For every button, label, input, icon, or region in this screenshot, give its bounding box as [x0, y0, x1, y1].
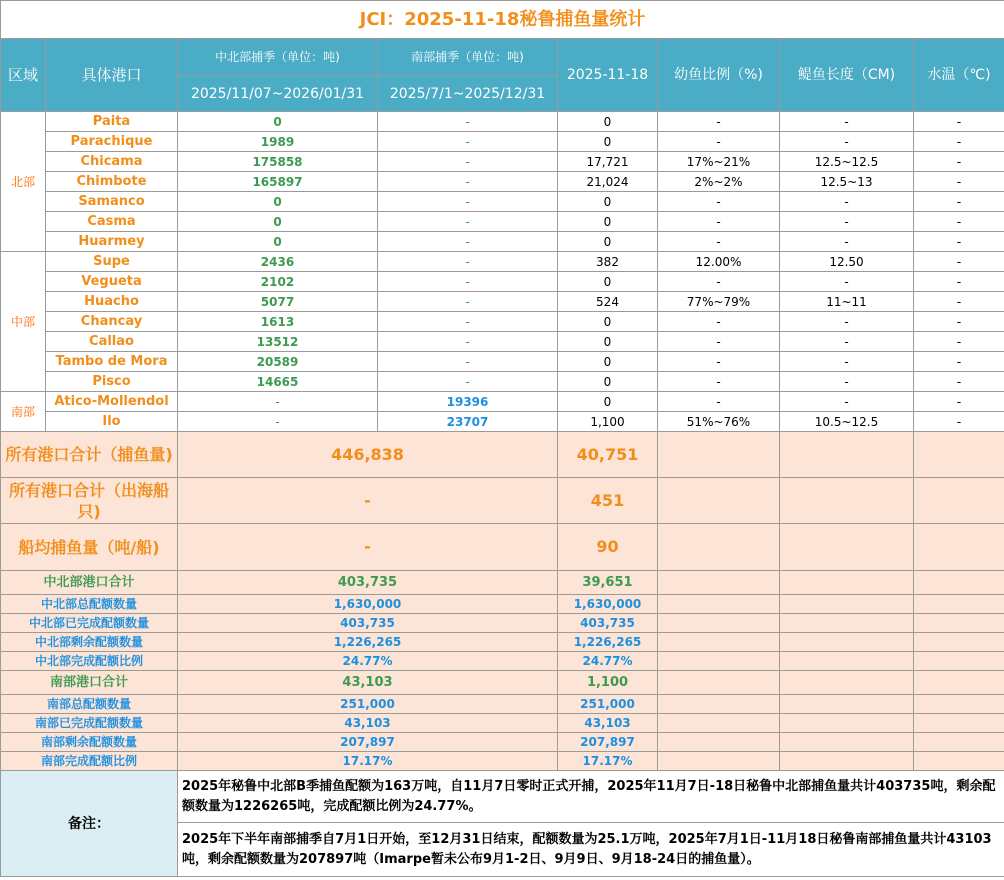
summary-day-value: 1,100 [558, 671, 658, 695]
juvenile-ratio: 12.00% [658, 252, 780, 272]
south-season-catch: - [378, 372, 558, 392]
anchovy-length: - [780, 232, 914, 252]
water-temp: - [914, 212, 1004, 232]
empty-cell [914, 614, 1004, 633]
juvenile-ratio: - [658, 212, 780, 232]
total-day-value: 40,751 [558, 432, 658, 478]
juvenile-ratio: 51%~76% [658, 412, 780, 432]
port-name: Vegueta [46, 272, 178, 292]
water-temp: - [914, 172, 1004, 192]
daily-catch: 0 [558, 212, 658, 232]
quota-season-value: 1,226,265 [178, 633, 558, 652]
empty-cell [658, 752, 780, 771]
table-row [1, 172, 1004, 192]
south-season-catch: - [378, 172, 558, 192]
quota-row [1, 695, 1004, 714]
anchovy-length: - [780, 112, 914, 132]
water-temp: - [914, 292, 1004, 312]
port-name: Ilo [46, 412, 178, 432]
quota-season-value: 1,630,000 [178, 595, 558, 614]
empty-cell [780, 524, 914, 571]
port-name: Huarmey [46, 232, 178, 252]
table-row [1, 352, 1004, 372]
total-row [1, 432, 1004, 478]
quota-season-value: 24.77% [178, 652, 558, 671]
anchovy-length: - [780, 192, 914, 212]
quota-row [1, 733, 1004, 752]
north-season-catch: 0 [178, 192, 378, 212]
empty-cell [914, 695, 1004, 714]
anchovy-length: 12.5~12.5 [780, 152, 914, 172]
port-name: Supe [46, 252, 178, 272]
water-temp: - [914, 352, 1004, 372]
header-port: 具体港口 [46, 39, 178, 112]
south-season-catch: - [378, 232, 558, 252]
daily-catch: 0 [558, 132, 658, 152]
water-temp: - [914, 392, 1004, 412]
north-season-catch: - [178, 392, 378, 412]
south-season-catch: - [378, 132, 558, 152]
port-name: Huacho [46, 292, 178, 312]
north-season-catch: 0 [178, 112, 378, 132]
quota-label: 中北部剩余配额数量 [1, 633, 178, 652]
empty-cell [780, 478, 914, 524]
water-temp: - [914, 132, 1004, 152]
empty-cell [914, 524, 1004, 571]
north-season-catch: 14665 [178, 372, 378, 392]
anchovy-length: - [780, 132, 914, 152]
table-row [1, 372, 1004, 392]
empty-cell [658, 614, 780, 633]
empty-cell [658, 595, 780, 614]
quota-day-value: 251,000 [558, 695, 658, 714]
quota-day-value: 17.17% [558, 752, 658, 771]
table-row [1, 312, 1004, 332]
daily-catch: 0 [558, 112, 658, 132]
port-name: Chimbote [46, 172, 178, 192]
port-name: Pisco [46, 372, 178, 392]
empty-cell [780, 733, 914, 752]
empty-cell [780, 714, 914, 733]
north-season-catch: 0 [178, 232, 378, 252]
header-north-season: 中北部捕季（单位：吨) [178, 39, 378, 76]
region-label: 中部 [1, 252, 46, 392]
juvenile-ratio: - [658, 112, 780, 132]
south-season-catch: - [378, 212, 558, 232]
anchovy-length: 12.5~13 [780, 172, 914, 192]
empty-cell [658, 695, 780, 714]
north-season-catch: 1989 [178, 132, 378, 152]
notes-label: 备注： [1, 771, 178, 877]
anchovy-length: - [780, 312, 914, 332]
south-season-catch: - [378, 352, 558, 372]
table-row [1, 132, 1004, 152]
daily-catch: 0 [558, 232, 658, 252]
anchovy-length: - [780, 332, 914, 352]
empty-cell [780, 633, 914, 652]
empty-cell [658, 478, 780, 524]
header-north-period: 2025/11/07~2026/01/31 [178, 76, 378, 112]
quota-season-value: 207,897 [178, 733, 558, 752]
region-label: 北部 [1, 112, 46, 252]
header-date: 2025-11-18 [558, 39, 658, 112]
header-south-period: 2025/7/1~2025/12/31 [378, 76, 558, 112]
empty-cell [914, 571, 1004, 595]
water-temp: - [914, 272, 1004, 292]
table-row [1, 192, 1004, 212]
empty-cell [914, 714, 1004, 733]
header-temp: 水温（℃) [914, 39, 1004, 112]
port-name: Atico-Mollendol [46, 392, 178, 412]
quota-row [1, 714, 1004, 733]
empty-cell [914, 478, 1004, 524]
south-season-catch: 23707 [378, 412, 558, 432]
water-temp: - [914, 192, 1004, 212]
empty-cell [658, 571, 780, 595]
daily-catch: 524 [558, 292, 658, 312]
quota-label: 中北部已完成配额数量 [1, 614, 178, 633]
region-label: 南部 [1, 392, 46, 432]
south-season-catch: - [378, 292, 558, 312]
anchovy-length: 11~11 [780, 292, 914, 312]
port-name: Chicama [46, 152, 178, 172]
juvenile-ratio: - [658, 132, 780, 152]
summary-row [1, 671, 1004, 695]
total-row [1, 478, 1004, 524]
empty-cell [914, 652, 1004, 671]
water-temp: - [914, 232, 1004, 252]
quota-label: 南部完成配额比例 [1, 752, 178, 771]
table-row [1, 412, 1004, 432]
note-north: 2025年秘鲁中北部B季捕鱼配额为163万吨，自11月7日零时正式开捕，2025年11月7日-18日秘鲁中北部捕鱼量共计403735吨，剩余配额数量为1226265吨，完成配额比例为24.77%。 [178, 771, 1004, 823]
total-label: 所有港口合计（出海船只) [1, 478, 178, 524]
daily-catch: 0 [558, 352, 658, 372]
quota-season-value: 403,735 [178, 614, 558, 633]
total-label: 所有港口合计（捕鱼量) [1, 432, 178, 478]
empty-cell [658, 524, 780, 571]
empty-cell [780, 695, 914, 714]
water-temp: - [914, 112, 1004, 132]
total-day-value: 451 [558, 478, 658, 524]
table-row [1, 392, 1004, 412]
north-season-catch: 20589 [178, 352, 378, 372]
empty-cell [780, 752, 914, 771]
juvenile-ratio: - [658, 352, 780, 372]
empty-cell [914, 671, 1004, 695]
anchovy-length: 12.50 [780, 252, 914, 272]
south-season-catch: - [378, 312, 558, 332]
south-season-catch: - [378, 192, 558, 212]
empty-cell [914, 432, 1004, 478]
quota-row [1, 752, 1004, 771]
table-row [1, 212, 1004, 232]
summary-season-value: 403,735 [178, 571, 558, 595]
daily-catch: 0 [558, 272, 658, 292]
empty-cell [658, 671, 780, 695]
anchovy-length: 10.5~12.5 [780, 412, 914, 432]
empty-cell [780, 652, 914, 671]
total-season-value: - [178, 478, 558, 524]
empty-cell [914, 595, 1004, 614]
quota-label: 中北部总配额数量 [1, 595, 178, 614]
table-row [1, 152, 1004, 172]
north-season-catch: 5077 [178, 292, 378, 312]
empty-cell [658, 652, 780, 671]
daily-catch: 382 [558, 252, 658, 272]
quota-season-value: 251,000 [178, 695, 558, 714]
total-season-value: - [178, 524, 558, 571]
summary-season-value: 43,103 [178, 671, 558, 695]
south-season-catch: - [378, 112, 558, 132]
quota-row [1, 652, 1004, 671]
header-length: 鳀鱼长度（CM) [780, 39, 914, 112]
north-season-catch: 165897 [178, 172, 378, 192]
south-season-catch: - [378, 252, 558, 272]
quota-season-value: 43,103 [178, 714, 558, 733]
water-temp: - [914, 312, 1004, 332]
anchovy-length: - [780, 272, 914, 292]
daily-catch: 0 [558, 332, 658, 352]
empty-cell [780, 595, 914, 614]
north-season-catch: 2436 [178, 252, 378, 272]
empty-cell [780, 432, 914, 478]
juvenile-ratio: - [658, 332, 780, 352]
daily-catch: 1,100 [558, 412, 658, 432]
south-season-catch: - [378, 152, 558, 172]
empty-cell [914, 752, 1004, 771]
total-season-value: 446,838 [178, 432, 558, 478]
empty-cell [780, 614, 914, 633]
quota-row [1, 595, 1004, 614]
juvenile-ratio: - [658, 192, 780, 212]
anchovy-length: - [780, 372, 914, 392]
daily-catch: 17,721 [558, 152, 658, 172]
port-name: Chancay [46, 312, 178, 332]
note-south: 2025年下半年南部捕季自7月1日开始，至12月31日结束，配额数量为25.1万吨，2025年7月1日-11月18日秘鲁南部捕鱼量共计43103吨，剩余配额数量为207897吨（Imarpe暂未公布9月1-2日、9月9日、9月18-24日的捕鱼量）。 [178, 823, 1004, 877]
header-south-season: 南部捕季（单位：吨) [378, 39, 558, 76]
water-temp: - [914, 332, 1004, 352]
anchovy-length: - [780, 352, 914, 372]
juvenile-ratio: - [658, 272, 780, 292]
empty-cell [914, 633, 1004, 652]
port-name: Parachique [46, 132, 178, 152]
summary-row [1, 571, 1004, 595]
quota-label: 南部已完成配额数量 [1, 714, 178, 733]
water-temp: - [914, 412, 1004, 432]
juvenile-ratio: - [658, 392, 780, 412]
notes-row [1, 771, 1004, 823]
port-name: Paita [46, 112, 178, 132]
summary-label: 南部港口合计 [1, 671, 178, 695]
empty-cell [914, 733, 1004, 752]
juvenile-ratio: 2%~2% [658, 172, 780, 192]
juvenile-ratio: - [658, 372, 780, 392]
table-row [1, 252, 1004, 272]
port-name: Callao [46, 332, 178, 352]
quota-day-value: 1,630,000 [558, 595, 658, 614]
table-row [1, 292, 1004, 312]
empty-cell [658, 733, 780, 752]
table-row [1, 232, 1004, 252]
empty-cell [658, 714, 780, 733]
daily-catch: 0 [558, 372, 658, 392]
quota-row [1, 614, 1004, 633]
water-temp: - [914, 372, 1004, 392]
header-juvenile: 幼鱼比例（%) [658, 39, 780, 112]
north-season-catch: 0 [178, 212, 378, 232]
total-day-value: 90 [558, 524, 658, 571]
juvenile-ratio: 77%~79% [658, 292, 780, 312]
table-row [1, 272, 1004, 292]
header-region: 区域 [1, 39, 46, 112]
quota-day-value: 403,735 [558, 614, 658, 633]
empty-cell [780, 571, 914, 595]
quota-day-value: 1,226,265 [558, 633, 658, 652]
empty-cell [658, 432, 780, 478]
summary-day-value: 39,651 [558, 571, 658, 595]
quota-day-value: 207,897 [558, 733, 658, 752]
juvenile-ratio: - [658, 312, 780, 332]
quota-day-value: 24.77% [558, 652, 658, 671]
north-season-catch: 13512 [178, 332, 378, 352]
page-title: JCI：2025-11-18秘鲁捕鱼量统计 [1, 1, 1004, 39]
daily-catch: 0 [558, 392, 658, 412]
north-season-catch: 2102 [178, 272, 378, 292]
table-row [1, 332, 1004, 352]
empty-cell [658, 633, 780, 652]
water-temp: - [914, 152, 1004, 172]
total-label: 船均捕鱼量（吨/船) [1, 524, 178, 571]
north-season-catch: 1613 [178, 312, 378, 332]
empty-cell [780, 671, 914, 695]
daily-catch: 0 [558, 312, 658, 332]
summary-label: 中北部港口合计 [1, 571, 178, 595]
table-row [1, 112, 1004, 132]
quota-label: 南部剩余配额数量 [1, 733, 178, 752]
north-season-catch: 175858 [178, 152, 378, 172]
daily-catch: 0 [558, 192, 658, 212]
port-name: Tambo de Mora [46, 352, 178, 372]
daily-catch: 21,024 [558, 172, 658, 192]
juvenile-ratio: - [658, 232, 780, 252]
water-temp: - [914, 252, 1004, 272]
quota-row [1, 633, 1004, 652]
quota-label: 南部总配额数量 [1, 695, 178, 714]
quota-day-value: 43,103 [558, 714, 658, 733]
anchovy-length: - [780, 392, 914, 412]
south-season-catch: - [378, 332, 558, 352]
quota-season-value: 17.17% [178, 752, 558, 771]
port-name: Samanco [46, 192, 178, 212]
juvenile-ratio: 17%~21% [658, 152, 780, 172]
south-season-catch: - [378, 272, 558, 292]
port-name: Casma [46, 212, 178, 232]
quota-label: 中北部完成配额比例 [1, 652, 178, 671]
anchovy-length: - [780, 212, 914, 232]
north-season-catch: - [178, 412, 378, 432]
south-season-catch: 19396 [378, 392, 558, 412]
total-row [1, 524, 1004, 571]
